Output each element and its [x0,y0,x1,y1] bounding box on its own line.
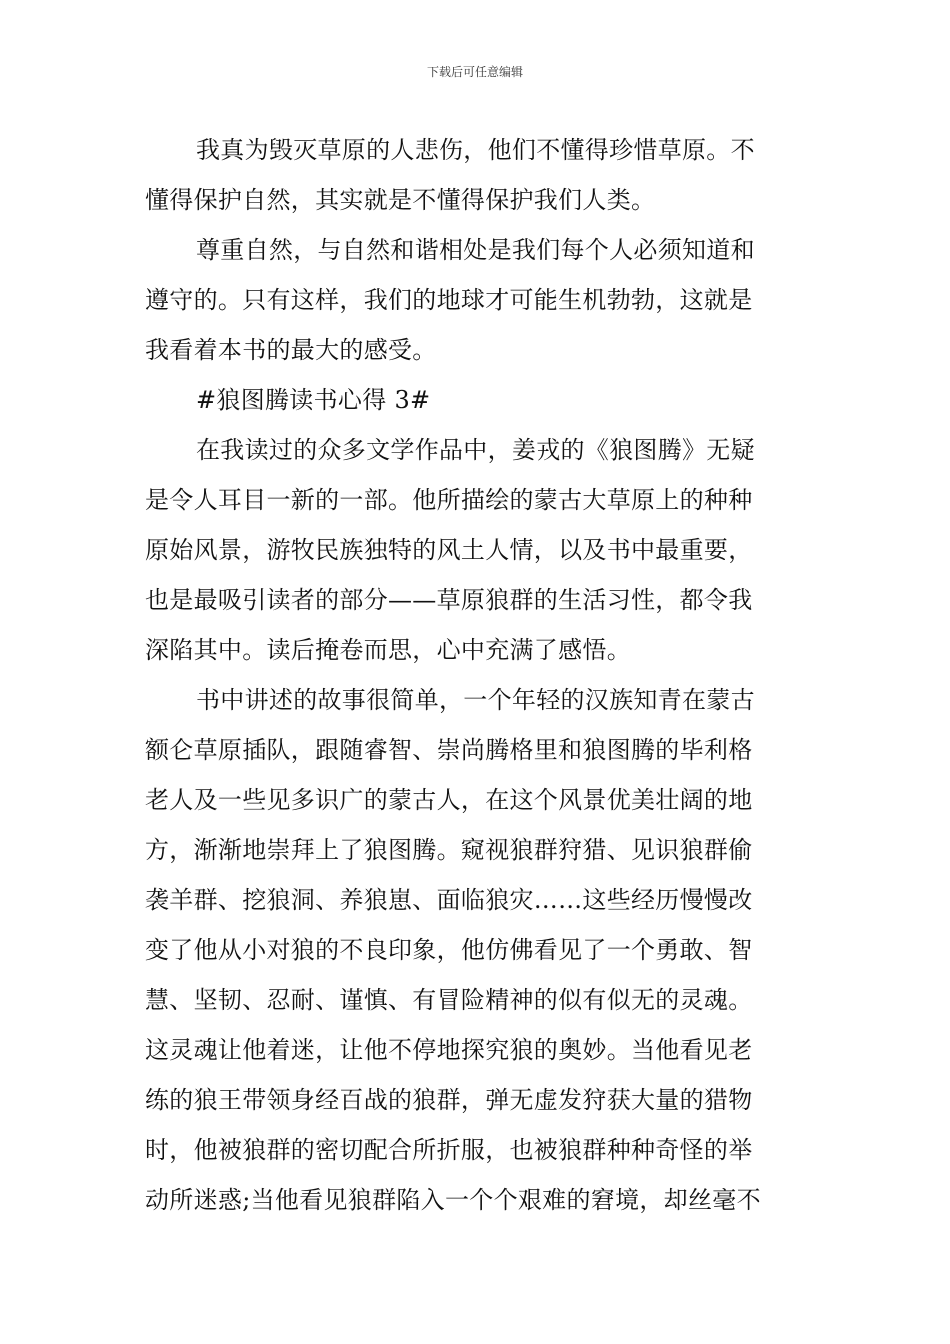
document-body [145,125,810,1225]
text-line: 方，渐渐地崇拜上了狼图腾。窥视狼群狩猎、见识狼群偷 [145,836,753,864]
text-line: 练的狼王带领身经百战的狼群，弹无虚发狩获大量的猎物 [145,1086,753,1114]
text-line: 在我读过的众多文学作品中，姜戎的《狼图腾》无疑 [196,436,755,464]
text-line: 这灵魂让他着迷，让他不停地探究狼的奥妙。当他看见老 [145,1036,753,1064]
text-line: 遵守的。只有这样，我们的地球才可能生机勃勃，这就是 [145,286,753,314]
text-line: 尊重自然，与自然和谐相处是我们每个人必须知道和 [196,236,755,264]
text-line: 书中讲述的故事很简单，一个年轻的汉族知青在蒙古 [196,686,755,714]
text-line: 懂得保护自然，其实就是不懂得保护我们人类。 [145,186,656,214]
text-line: 袭羊群、挖狼洞、养狼崽、面临狼灾……这些经历慢慢改 [145,886,753,914]
page-header: 下载后可任意编辑 [426,65,523,79]
text-line: 时，他被狼群的密切配合所折服，也被狼群种种奇怪的举 [145,1136,753,1164]
text-line: 我看着本书的最大的感受。 [145,336,437,364]
text-line: 我真为毁灭草原的人悲伤，他们不懂得珍惜草原。不 [196,136,755,164]
text-line: 深陷其中。读后掩卷而思，心中充满了感悟。 [145,636,631,664]
text-line: 额仑草原插队，跟随睿智、崇尚腾格里和狼图腾的毕利格 [145,736,753,764]
text-line: 原始风景，游牧民族独特的风土人情，以及书中最重要， [145,536,753,564]
text-line: 动所迷惑;当他看见狼群陷入一个个艰难的窘境，却丝毫不 [145,1186,761,1214]
text-line: 也是最吸引读者的部分——草原狼群的生活习性，都令我 [145,586,753,614]
text-line: 变了他从小对狼的不良印象，他仿佛看见了一个勇敢、智 [145,936,753,964]
text-line: #狼图腾读书心得 3# [196,386,431,414]
text-line: 是令人耳目一新的一部。他所描绘的蒙古大草原上的种种 [145,486,753,514]
text-line: 老人及一些见多识广的蒙古人，在这个风景优美壮阔的地 [145,786,753,814]
text-line: 慧、坚韧、忍耐、谨慎、有冒险精神的似有似无的灵魂。 [145,986,753,1014]
